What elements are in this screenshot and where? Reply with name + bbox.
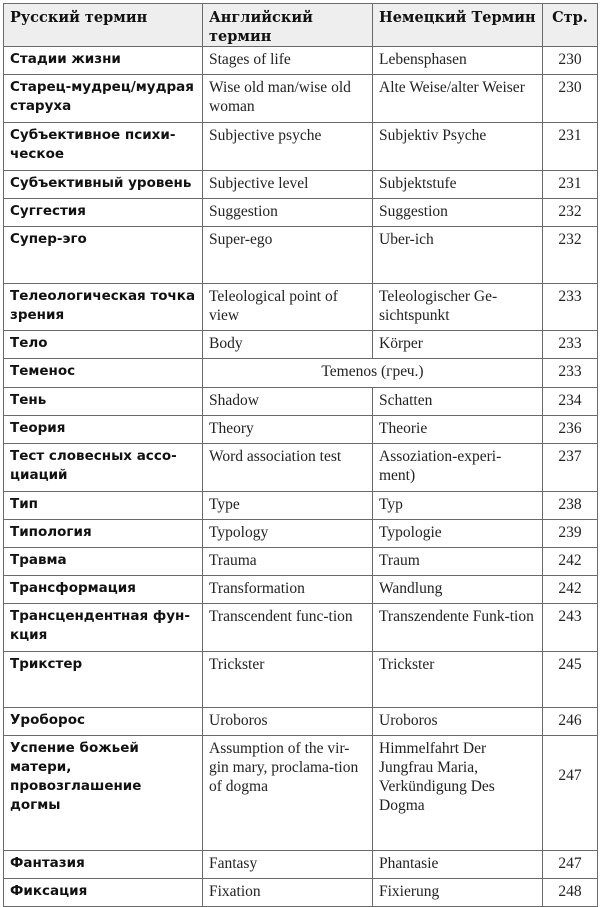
table-row — [4, 171, 598, 199]
russian-term: Тело — [4, 331, 203, 359]
table-row — [4, 520, 598, 548]
russian-term: Тень — [4, 388, 203, 416]
english-term: Assumption of the vir-gin mary, proclama-tion of dogma — [203, 736, 373, 851]
table-row — [4, 444, 598, 492]
page-number: 243 — [543, 604, 598, 652]
english-term: Trauma — [203, 548, 373, 576]
table-row — [4, 416, 598, 444]
german-term: Wandlung — [373, 576, 543, 604]
header-english-term: Английский термин — [203, 4, 373, 47]
page-number: 247 — [543, 851, 598, 879]
table-row — [4, 75, 598, 123]
german-term: Subjektiv Psyche — [373, 123, 543, 171]
header-row — [4, 4, 598, 47]
page-number: 245 — [543, 652, 598, 708]
english-term: Super-ego — [203, 227, 373, 284]
english-term: Theory — [203, 416, 373, 444]
russian-term: Типология — [4, 520, 203, 548]
page-number: 242 — [543, 548, 598, 576]
english-term: Stages of life — [203, 47, 373, 75]
russian-term: Трансцендентная фун-кция — [4, 604, 203, 652]
russian-term: Успение божьей матери, провозглашение догмы — [4, 736, 203, 851]
german-term: Körper — [373, 331, 543, 359]
german-term: Typologie — [373, 520, 543, 548]
table-row — [4, 388, 598, 416]
table-row — [4, 548, 598, 576]
page-number: 239 — [543, 520, 598, 548]
german-term: Uroboros — [373, 708, 543, 736]
english-term: Word association test — [203, 444, 373, 492]
page-number: 232 — [543, 199, 598, 227]
english-term: Subjective level — [203, 171, 373, 199]
table-row — [4, 652, 598, 708]
header-german-term: Немецкий Термин — [373, 4, 543, 47]
german-term: Typ — [373, 492, 543, 520]
table-row — [4, 851, 598, 879]
english-term: Transcendent func-tion — [203, 604, 373, 652]
german-term: Transzendente Funk-tion — [373, 604, 543, 652]
glossary-table — [3, 3, 598, 907]
table-row — [4, 284, 598, 331]
table-row — [4, 47, 598, 75]
english-term: Transformation — [203, 576, 373, 604]
english-term: Subjective psyche — [203, 123, 373, 171]
german-term: Lebensphasen — [373, 47, 543, 75]
russian-term: Суггестия — [4, 199, 203, 227]
english-term: Uroboros — [203, 708, 373, 736]
german-term: Himmelfahrt Der Jungfrau Maria, Verkündigung Des Dogma — [373, 736, 543, 851]
english-term: Body — [203, 331, 373, 359]
english-term: Wise old man/wise old woman — [203, 75, 373, 123]
page-number: 231 — [543, 123, 598, 171]
russian-term: Трансформация — [4, 576, 203, 604]
english-term: Fixation — [203, 879, 373, 907]
table-row — [4, 227, 598, 284]
table-row — [4, 331, 598, 359]
german-term: Schatten — [373, 388, 543, 416]
page-number: 242 — [543, 576, 598, 604]
page-number: 236 — [543, 416, 598, 444]
german-term: Uber-ich — [373, 227, 543, 284]
page-number: 246 — [543, 708, 598, 736]
page-number: 232 — [543, 227, 598, 284]
german-term: Fixierung — [373, 879, 543, 907]
russian-term: Субъективный уровень — [4, 171, 203, 199]
russian-term: Травма — [4, 548, 203, 576]
english-term: Type — [203, 492, 373, 520]
russian-term: Субъективное психи-ческое — [4, 123, 203, 171]
header-page: Стр. — [543, 4, 598, 47]
russian-term: Теория — [4, 416, 203, 444]
german-term: Trickster — [373, 652, 543, 708]
table-row — [4, 879, 598, 907]
russian-term: Телеологическая точка зрения — [4, 284, 203, 331]
merged-term: Temenos (греч.) — [203, 359, 543, 388]
page-number: 230 — [543, 75, 598, 123]
table-row — [4, 708, 598, 736]
german-term: Subjektstufe — [373, 171, 543, 199]
page-number: 233 — [543, 331, 598, 359]
russian-term: Теменос — [4, 359, 203, 388]
russian-term: Тип — [4, 492, 203, 520]
russian-term: Фантазия — [4, 851, 203, 879]
page-number: 238 — [543, 492, 598, 520]
table-row — [4, 492, 598, 520]
russian-term: Стадии жизни — [4, 47, 203, 75]
russian-term: Трикстер — [4, 652, 203, 708]
page-number: 233 — [543, 284, 598, 331]
german-term: Assoziation-experi-ment) — [373, 444, 543, 492]
english-term: Suggestion — [203, 199, 373, 227]
german-term: Phantasie — [373, 851, 543, 879]
page-number: 248 — [543, 879, 598, 907]
german-term: Theorie — [373, 416, 543, 444]
page-number: 231 — [543, 171, 598, 199]
german-term: Suggestion — [373, 199, 543, 227]
german-term: Teleologischer Ge-sichtspunkt — [373, 284, 543, 331]
page-number: 247 — [543, 736, 598, 851]
page-number: 237 — [543, 444, 598, 492]
page-number: 234 — [543, 388, 598, 416]
table-row — [4, 199, 598, 227]
german-term: Traum — [373, 548, 543, 576]
russian-term: Супер-эго — [4, 227, 203, 284]
russian-term: Тест словесных ассо-циаций — [4, 444, 203, 492]
english-term: Trickster — [203, 652, 373, 708]
russian-term: Старец-мудрец/мудрая старуха — [4, 75, 203, 123]
russian-term: Уроборос — [4, 708, 203, 736]
english-term: Shadow — [203, 388, 373, 416]
table-row — [4, 123, 598, 171]
russian-term: Фиксация — [4, 879, 203, 907]
german-term: Alte Weise/alter Weiser — [373, 75, 543, 123]
header-russian-term: Русский термин — [4, 4, 203, 47]
table-row — [4, 576, 598, 604]
page-number: 230 — [543, 47, 598, 75]
english-term: Fantasy — [203, 851, 373, 879]
table-row — [4, 604, 598, 652]
english-term: Typology — [203, 520, 373, 548]
english-term: Teleological point of view — [203, 284, 373, 331]
table-row — [4, 359, 598, 388]
page-number: 233 — [543, 359, 598, 388]
table-row — [4, 736, 598, 851]
